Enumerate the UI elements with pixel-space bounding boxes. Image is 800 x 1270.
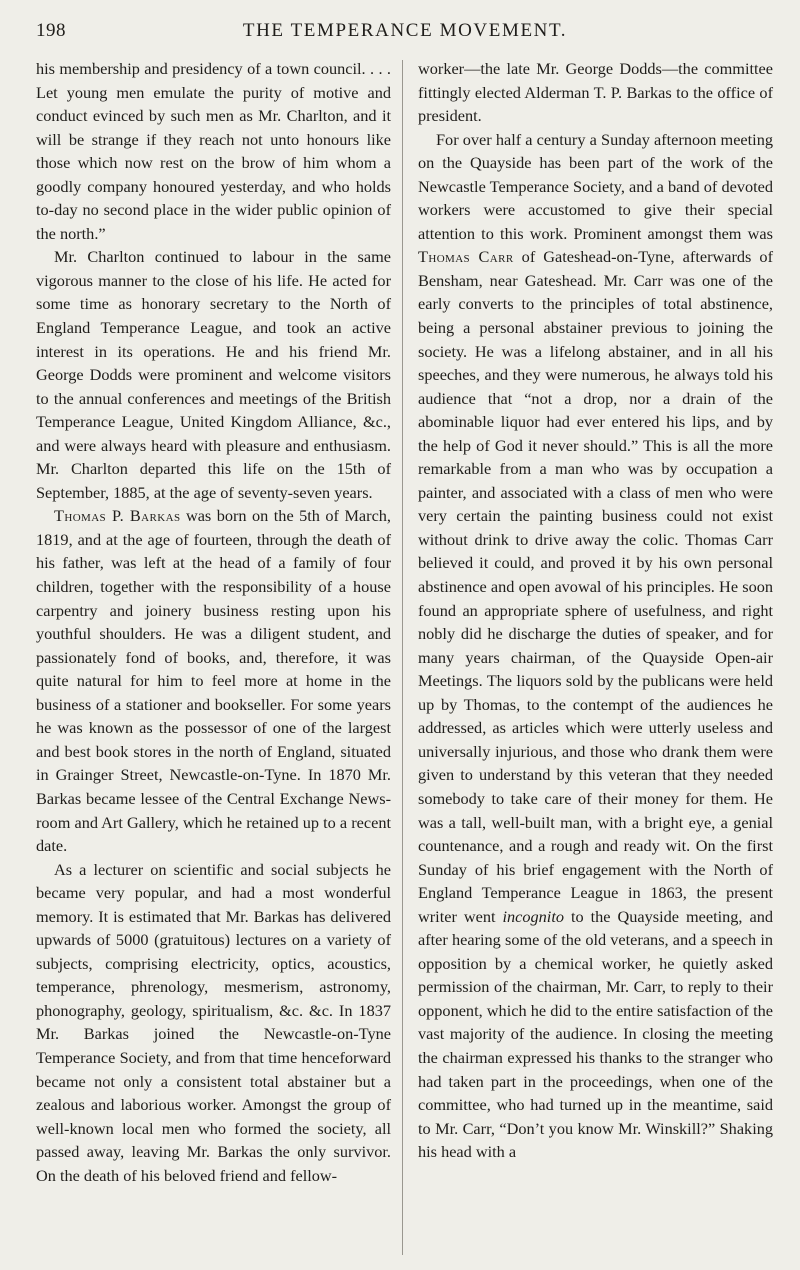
person-name: Thomas P. Barkas — [54, 506, 181, 526]
running-head: THE TEMPERANCE MOVEMENT. — [242, 20, 568, 41]
paragraph: his membership and presidency of a town council. . . . Let young men emulate the purity of motive and conduct evinced by such men as Mr. Charlton, and it will be strange if they reach not unto honours like those which now rest on the brow of him whom a goodly company honoured yesterday, and who holds to-day no second place in the wider public opinion of the north.” — [36, 59, 391, 243]
paragraph — [418, 128, 773, 1164]
paragraph: Mr. Charlton continued to labour in the same vigorous manner to the close of his life. He acted for some time as honorary secretary to the North of England Temperance League, and took an active interest in its operations. He and his friend Mr. George Dodds were prominent and welcome visitors to the annual conferences and meetings of the British Temperance League, United Kingdom Alliance, &c., and were always heard with pleasure and enthusiasm. Mr. Charlton departed this life on the 15th of September, 1885, at the age of seventy-seven years. — [36, 247, 391, 502]
paragraph: worker—the late Mr. George Dodds—the committee fittingly elected Alderman T. P. Barkas to the office of president. — [418, 59, 773, 126]
person-name: Thomas Carr — [418, 247, 514, 267]
italic-word: incognito — [502, 906, 564, 926]
left-column — [36, 57, 391, 1187]
paragraph-text: of Gateshead-on-Tyne, afterwards of Bensham, near Gateshead. Mr. Carr was one of the early converts to the principles of total abstinence, being a personal abstainer previous to joining the society. He was a lifelong abstainer, and in all his speeches, and they were numerous, he always told his audience that “not a drop, nor a drain of the abominable liquor had ever entered his lips, and by the help of God it never should.” This is all the more remarkable from a man who was by occupation a painter, and associated with a class of men who were very certain the painting business could not exist without drink to drive away the colic. Thomas Carr believed it could, and proved it by his own personal abstinence and open avowal of his principles. He soon found an appropriate sphere of usefulness, and right nobly did he discharge the duties of speaker, and for many years chairman, of the Quayside Open-air Meetings. The liquors sold by the publicans were held up by Thomas, to the contempt of the audiences he addressed, as articles which were utterly useless and universally injurious, and those who drank them were given to understand by this veteran that they needed somebody to take care of their money for them. He was a tall, well-built man, with a bright eye, a genial countenance, and a rough and ready wit. On the first Sunday of his brief engagement with the North of England Temperance League in 1863, the present writer went — [418, 247, 773, 926]
right-column — [418, 57, 773, 1164]
page-number: 198 — [36, 20, 66, 41]
paragraph-text: to the Quayside meeting, and after hearing some of the old veterans, and a speech in opposition by a chemical worker, he quietly asked permission of the chairman, Mr. Carr, to reply to their opponent, which he did to the entire satisfaction of the vast majority of the audience. In closing the meeting the chairman expressed his thanks to the stranger who had taken part in the proceedings, when one of the committee, who had turned up in the meantime, said to Mr. Carr, “Don’t you know Mr. Winskill?” Shaking his head with a — [418, 906, 773, 1162]
text-columns — [36, 57, 776, 1257]
paragraph-text: was born on the 5th of March, 1819, and at the age of fourteen, through the death of his father, was left at the head of a family of four children, together with the responsibility of a house carpentry and joinery business resting upon his youthful shoulders. He was a diligent student, and passionately fond of books, and, therefore, it was quite natural for him to feel more at home in the business of a stationer and bookseller. For some years he was known as the possessor of one of the largest and best book stores in the north of England, situated in Grainger Street, Newcastle-on-Tyne. In 1870 Mr. Barkas became lessee of the Central Exchange News-room and Art Gallery, which he retained up to a recent date. — [36, 506, 392, 856]
paragraph: As a lecturer on scientific and social subjects he became very popular, and had a most wonderful memory. It is estimated that Mr. Barkas has delivered upwards of 5000 (gratuitous) lectures on a variety of subjects, comprising electricity, optics, acoustics, temperance, phrenology, mesmerism, astronomy, phonography, geology, spiritualism, &c. &c. In 1837 Mr. Barkas joined the Newcastle-on-Tyne Temperance Society, and from that time henceforward became not only a consistent total abstainer but a zealous and laborious worker. Amongst the group of well-known local men who formed the society, all passed away, leaving Mr. Barkas the only survivor. On the death of his beloved friend and fellow- — [36, 859, 391, 1185]
page-header — [36, 20, 774, 54]
paragraph-text: For over half a century a Sunday afternoon meeting on the Quayside has been part of the work of the Newcastle Temperance Society, and a band of devoted workers were accustomed to give their special attention to this work. Prominent amongst them was — [418, 129, 773, 243]
paragraph — [36, 504, 391, 857]
